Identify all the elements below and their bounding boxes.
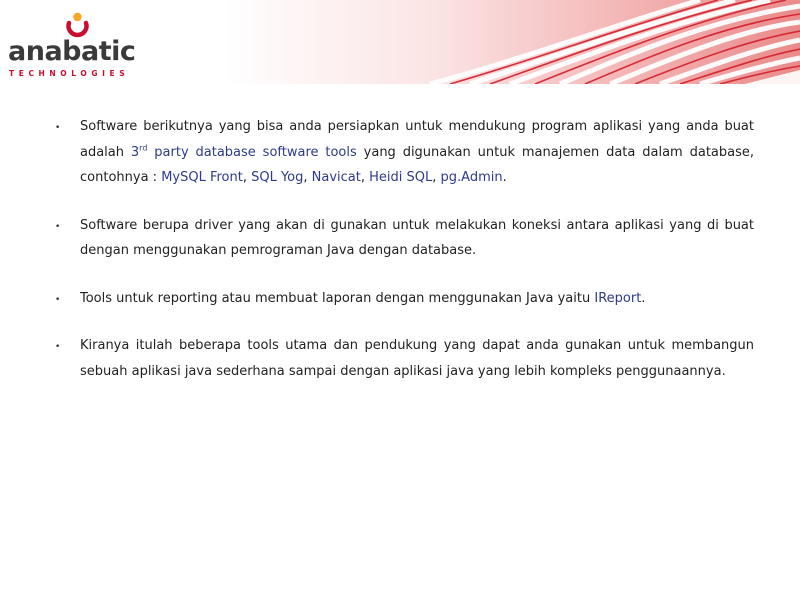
bullet-icon: • <box>55 294 61 305</box>
logo-tagline: TECHNOLOGIES <box>9 69 130 78</box>
tool-name: Heidi SQL <box>369 170 433 185</box>
tool-name: IReport <box>594 290 642 306</box>
logo-wordmark: anabatic <box>8 36 136 67</box>
bullet-icon: • <box>55 342 61 352</box>
list-item <box>48 333 754 384</box>
slide-header <box>0 0 800 84</box>
list-item <box>48 286 754 312</box>
list-item <box>48 114 754 191</box>
tool-name: MySQL Front <box>161 170 243 185</box>
party-tools-phrase: 3rd party database software tools <box>130 143 357 160</box>
bullet-text: Kiranya itulah beberapa tools utama dan pendukung yang dapat anda gunakan untuk membangun sebuah aplikasi java sederhana sampai dengan aplikasi java yang lebih kompleks penggunaannya. <box>80 338 754 379</box>
bullet-text: Software berupa driver yang akan di gunakan untuk melakukan koneksi antara aplikasi yang di buat dengan menggunakan pemrograman Java dengan database. <box>80 217 754 258</box>
tool-name: pg.Admin <box>440 170 503 185</box>
bullet-text: Tools untuk reporting atau membuat laporan dengan menggunakan Java yaitu IReport. <box>80 290 646 306</box>
list-item <box>48 213 754 264</box>
tool-name: Navicat <box>311 170 361 185</box>
tool-name: SQL Yog <box>251 170 304 185</box>
bullet-icon: • <box>55 123 61 133</box>
anabatic-logo <box>8 8 136 80</box>
bullet-icon: • <box>55 221 61 232</box>
bullet-list <box>48 114 754 406</box>
bullet-text: Software berikutnya yang bisa anda persiapkan untuk mendukung program aplikasi yang anda buat adalah 3rd party database software tools yang digunakan untuk manajemen data dalam database, contohnya : MySQL Front, SQL Yog, Navicat, Heidi SQL, pg.Admin. <box>80 119 754 185</box>
